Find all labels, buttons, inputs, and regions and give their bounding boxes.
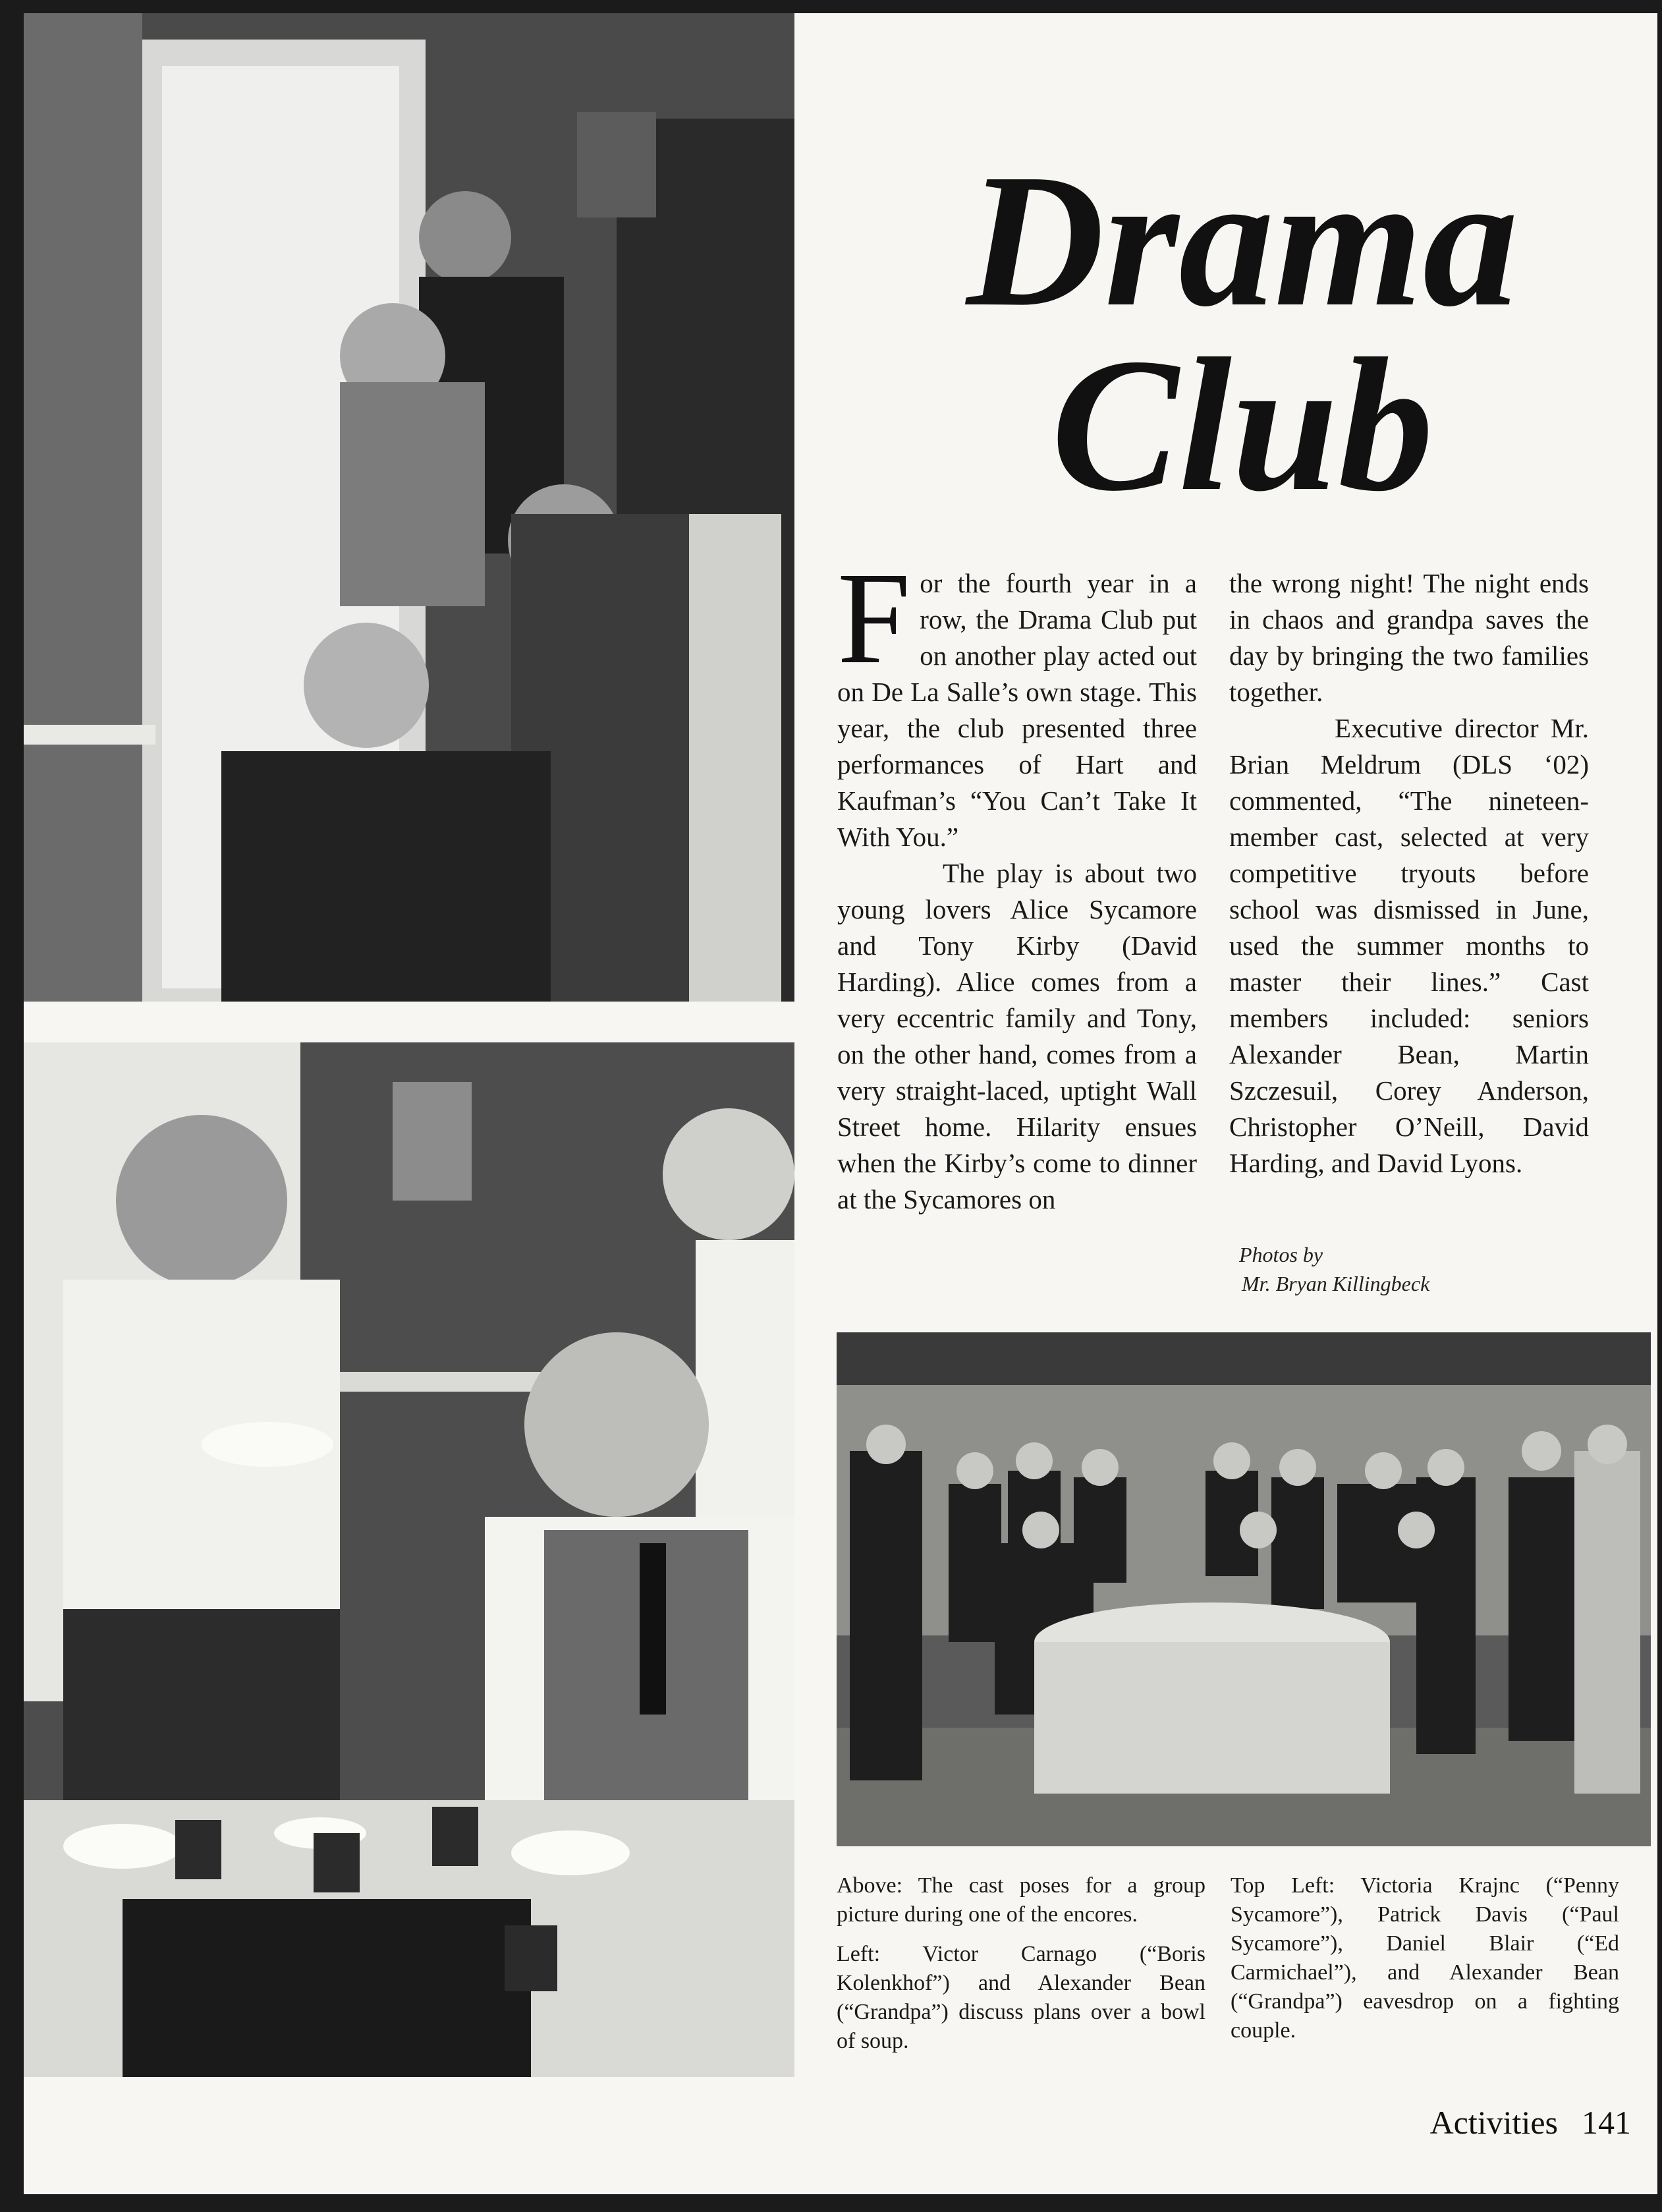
drop-cap: F [837, 546, 911, 691]
photo-cast-group [837, 1332, 1651, 1846]
photo-credit-line-2: Mr. Bryan Killingbeck [1242, 1272, 1430, 1295]
photo-cast-group-illustration [837, 1332, 1651, 1846]
photo-credit-line-1: Photos by [1239, 1243, 1323, 1266]
page-title-line-1: Drama [966, 134, 1518, 346]
body-paragraph-4: Executive director Mr. Brian Meldrum (DLS ‘02) commented, “The nineteen-member cast, selected at very competitive tryouts before school was dismissed in June, used the summer months to master their lines.” Cast members included: seniors Alexander Bean, Martin Szczesuil, Corey Anderson, Christopher O’Neill, David Harding, and David Lyons. [1229, 713, 1589, 1178]
body-paragraph-1 [837, 546, 1197, 855]
photo-credit [1239, 1240, 1429, 1298]
folio-section: Activities [1429, 2104, 1558, 2141]
body-column-1 [837, 546, 1197, 1218]
photo-eavesdrop-illustration [24, 13, 794, 1002]
body-column-2 [1229, 565, 1589, 1181]
caption-above: Above: The cast poses for a group picture during one of the encores. [837, 1873, 1205, 1927]
caption-left: Left: Victor Carnago (“Boris Kolenkhof”) and Alexander Bean (“Grandpa”) discuss plans over a bowl of soup. [837, 1942, 1205, 2053]
caption-top-left: Top Left: Victoria Krajnc (“Penny Sycamore”), Patrick Davis (“Paul Sycamore”), Daniel Blair (“Ed Carmichael”), and Alexander Bean (“Grandpa”) eavesdrop on a fighting couple. [1231, 1873, 1619, 2043]
page-title-line-2: Club [1051, 319, 1434, 530]
caption-column-2 [1231, 1871, 1619, 2056]
photo-soup-illustration [24, 1042, 794, 2077]
page-folio [1430, 2103, 1631, 2141]
caption-column-1 [837, 1871, 1205, 2066]
body-paragraph-3: the wrong night! The night ends in chaos and grandpa saves the day by bringing the two families together. [1229, 568, 1589, 707]
yearbook-page [24, 13, 1657, 2194]
photo-soup-scene [24, 1042, 794, 2077]
body-paragraph-2: The play is about two young lovers Alice Sycamore and Tony Kirby (David Harding). Alice comes from a very eccentric family and Tony, on the other hand, comes from a very straight-laced, uptight Wall Street home. Hilarity ensues when the Kirby’s come to dinner at the Sycamores on [837, 858, 1197, 1214]
folio-page-number: 141 [1582, 2104, 1631, 2141]
body-paragraph-1-text: or the fourth year in a row, the Drama Club put on another play acted out on De La Salle’s own stage. This year, the club presented three performances of Hart and Kaufman’s “You Can’t Take It With You.” [837, 568, 1197, 852]
photo-eavesdrop-scene [24, 13, 794, 1002]
